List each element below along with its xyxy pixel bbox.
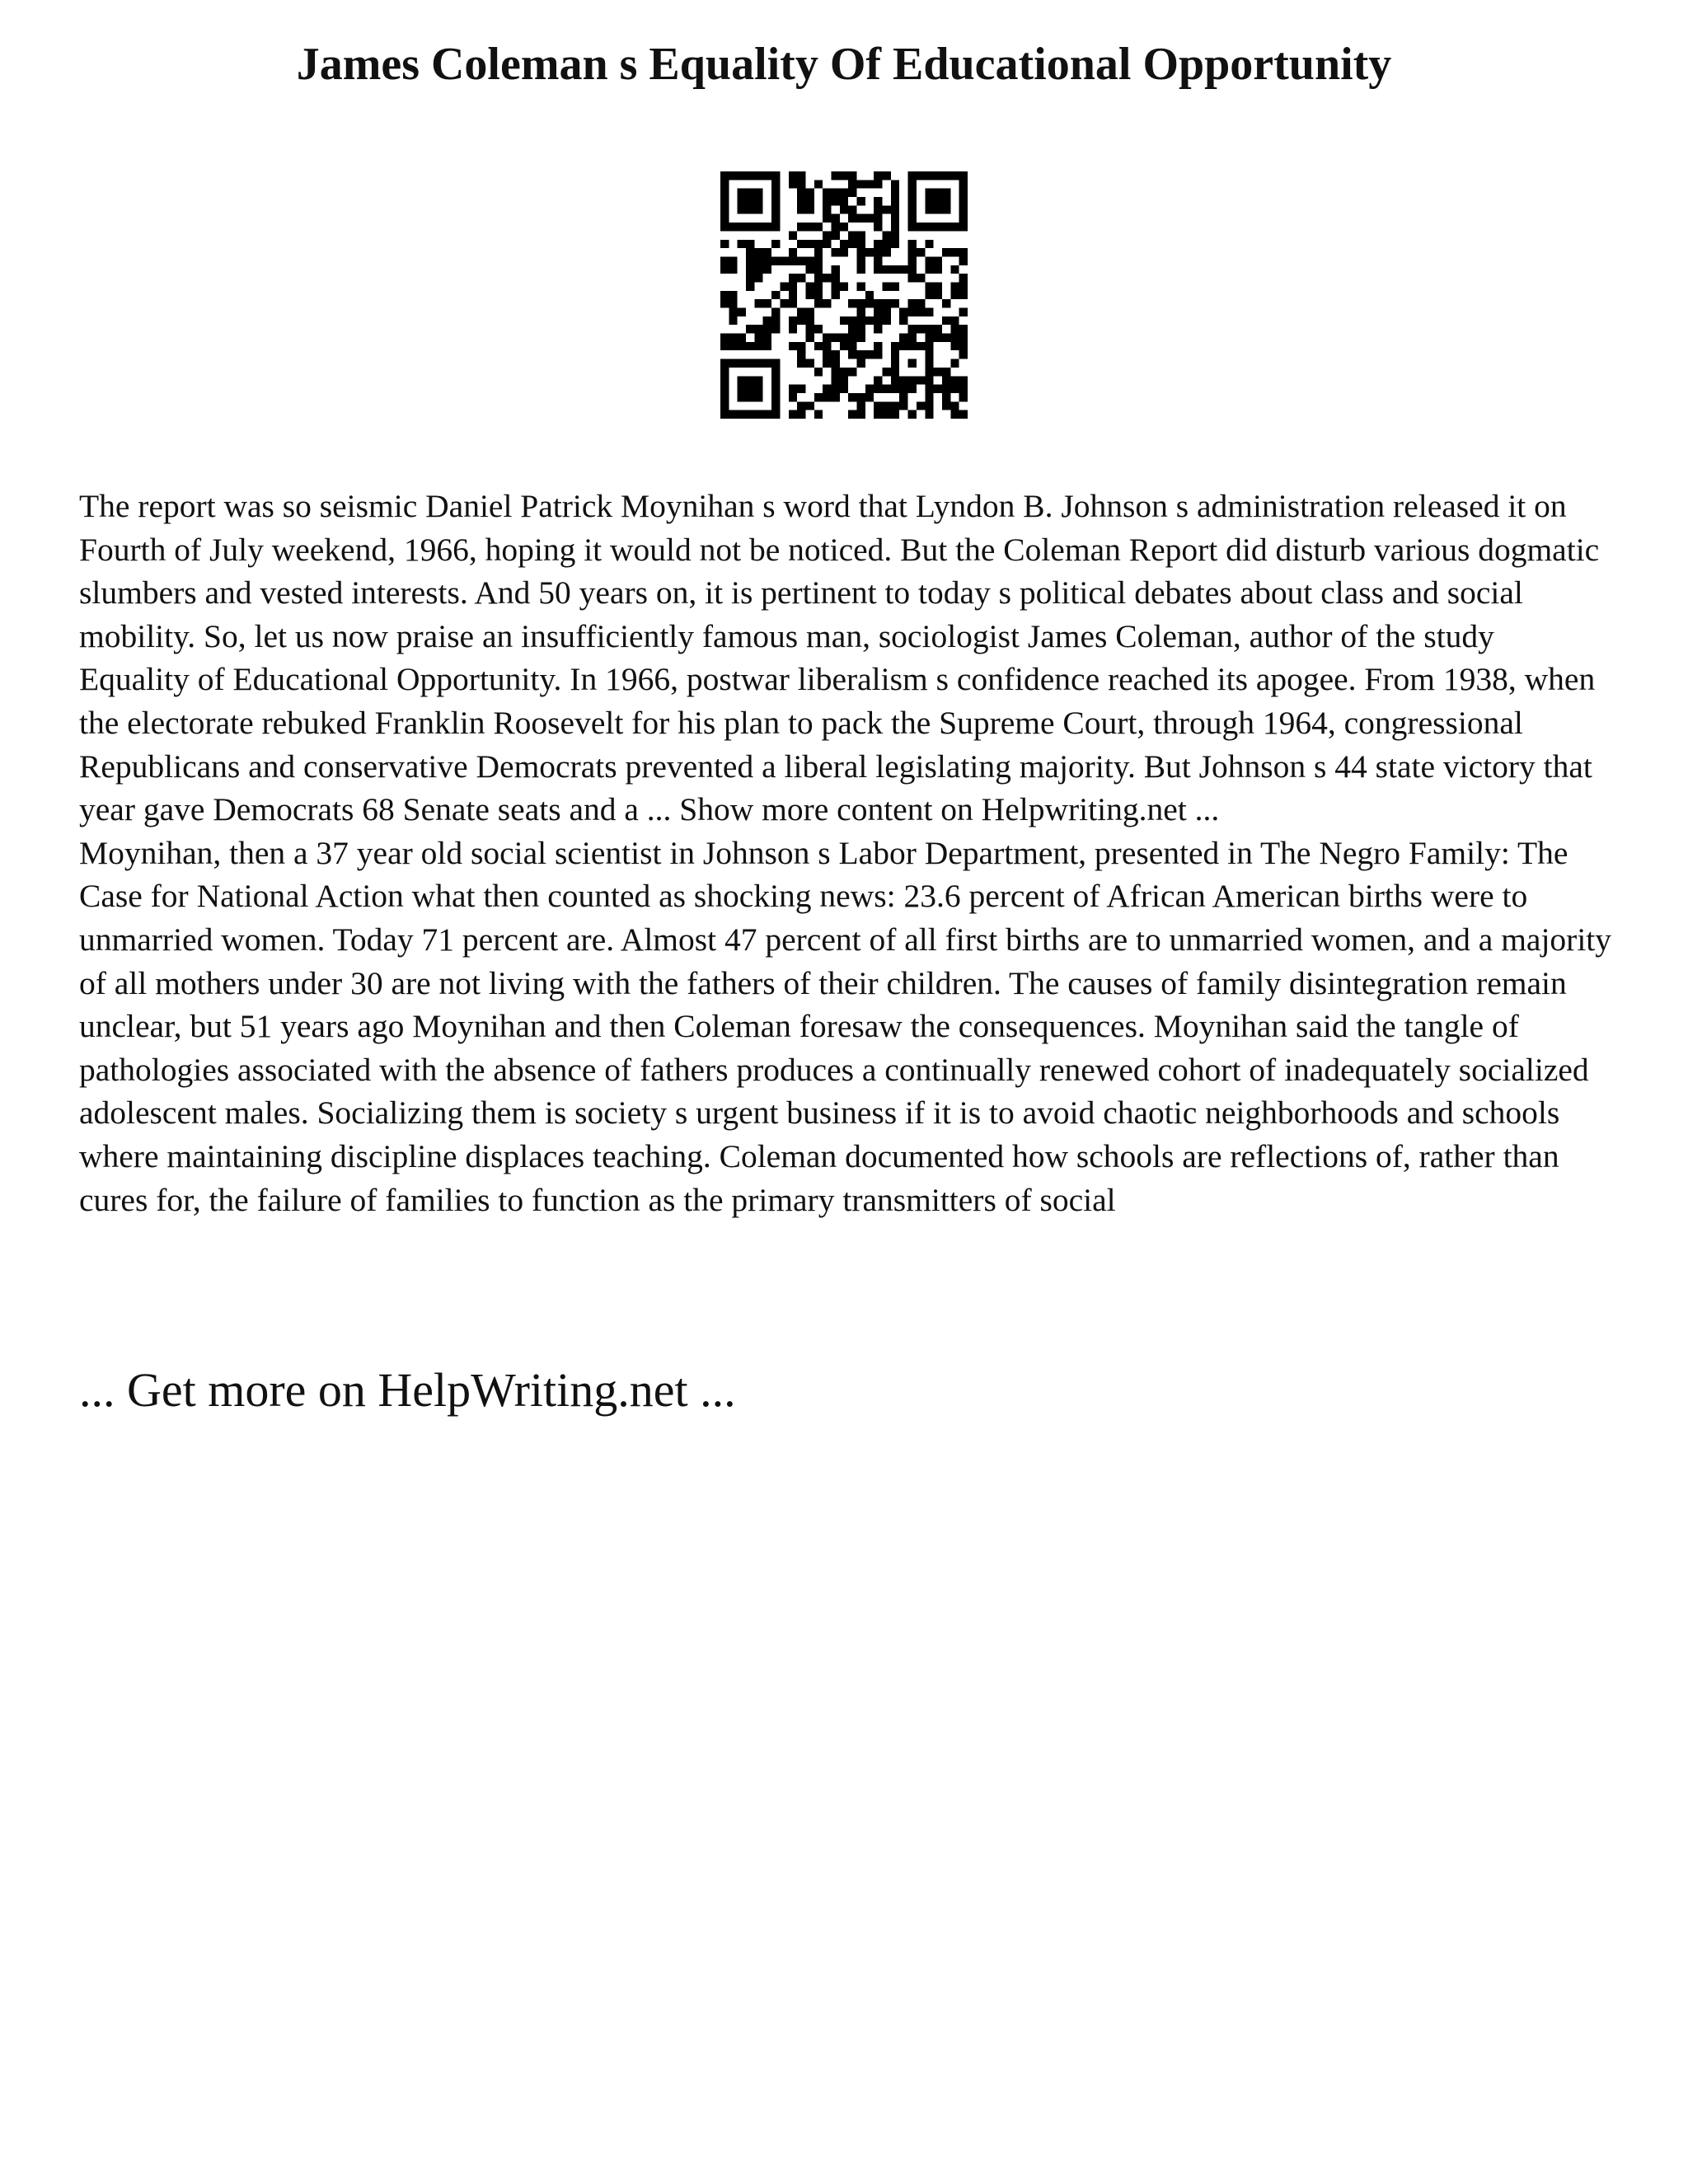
paragraph: The report was so seismic Daniel Patrick Moynihan s word that Lyndon B. Johnson s administration released it on Fourth of July weekend, 1966, hoping it would not be noticed. But the Coleman Report did disturb various dogmatic slumbers and vested interests. And 50 years on, it is pertinent to today s political debates about class and social mobility. So, let us now praise an insufficiently famous man, sociologist James Coleman, author of the study Equality of Educational Opportunity. In 1966, postwar liberalism s confidence reached its apogee. From 1938, when the electorate rebuked Franklin Roosevelt for his plan to pack the Supreme Court, through 1964, congressional Republicans and conservative Democrats prevented a liberal legislating majority. But Johnson s 44 state victory that year gave Democrats 68 Senate seats and a ... Show more content on Helpwriting.net ... (79, 488, 1600, 828)
qr-code-icon (720, 171, 968, 419)
get-more-link[interactable]: ... Get more on HelpWriting.net ... (79, 1363, 736, 1417)
article-body (79, 485, 1612, 1221)
page-title: James Coleman s Equality Of Educational Opportunity (296, 39, 1392, 90)
paragraph: Moynihan, then a 37 year old social scientist in Johnson s Labor Department, presented in The Negro Family: The Case for National Action what then counted as shocking news: 23.6 percent of African American births were to unmarried women. Today 71 percent are. Almost 47 percent of all first births are to unmarried women, and a majority of all mothers under 30 are not living with the fathers of their children. The causes of family disintegration remain unclear, but 51 years ago Moynihan and then Coleman foresaw the consequences. Moynihan said the tangle of pathologies associated with the absence of fathers produces a continually renewed cohort of inadequately socialized adolescent males. Socializing them is society s urgent business if it is to avoid chaotic neighborhoods and schools where maintaining discipline displaces teaching. Coleman documented how schools are reflections of, rather than cures for, the failure of families to function as the primary transmitters of social (79, 834, 1612, 1218)
